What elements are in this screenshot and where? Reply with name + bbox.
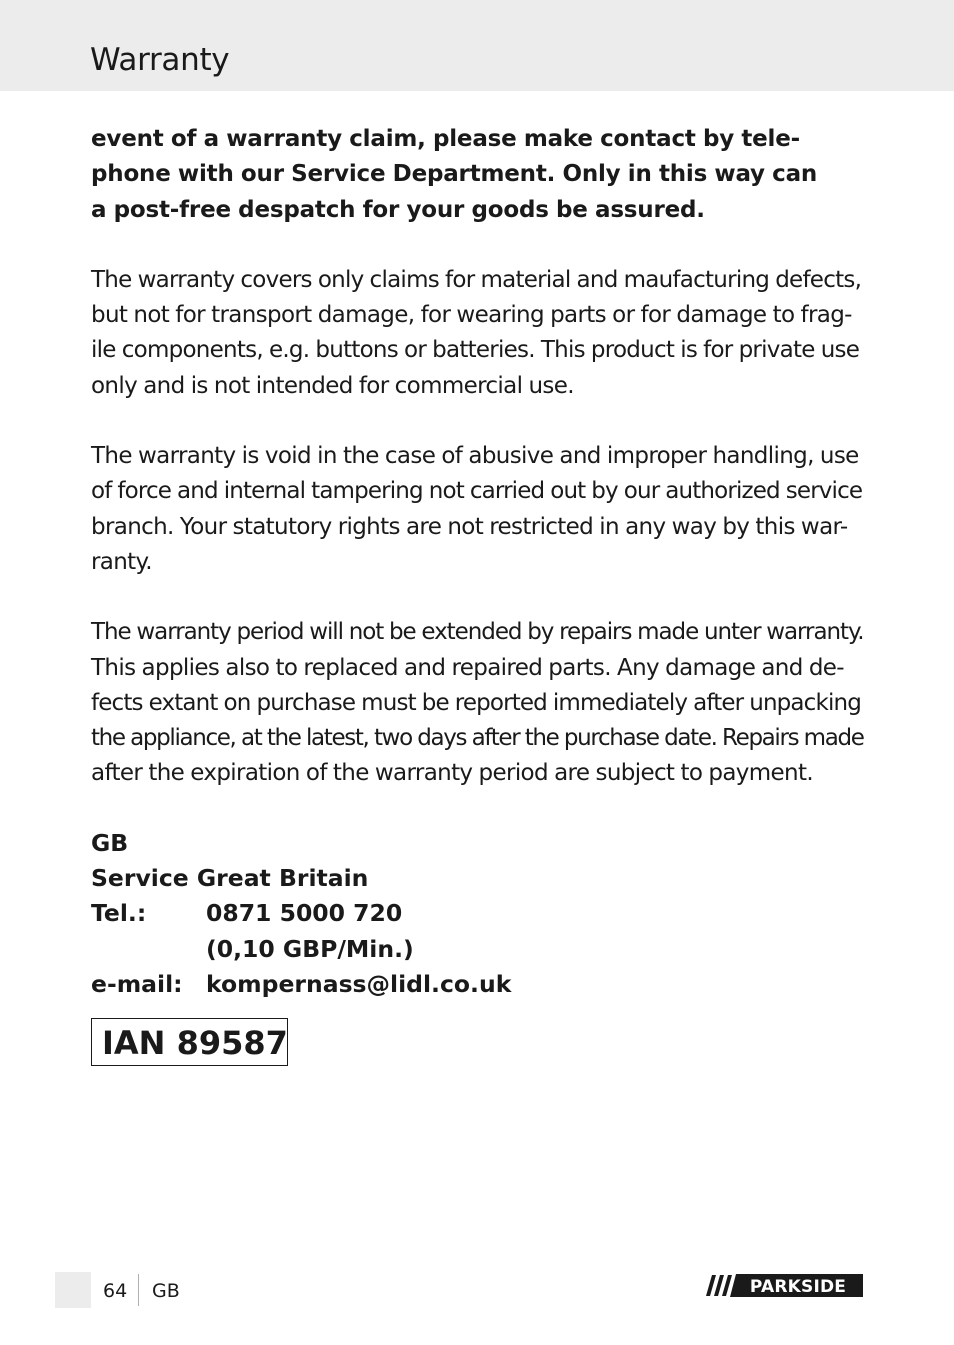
parkside-logo xyxy=(706,1273,863,1298)
brand-name: PARKSIDE xyxy=(749,1277,847,1297)
text-line: a post-free despatch for your goods be assured. xyxy=(91,196,705,223)
paragraph-warranty-period xyxy=(91,615,866,791)
tel-label: Tel.: xyxy=(91,899,147,928)
text-line: phone with our Service Department. Only in this way can xyxy=(91,161,818,188)
text-line: fects extant on purchase must be reported immediately after unpacking xyxy=(91,689,861,716)
footer-marker xyxy=(55,1272,91,1308)
text-line: of force and internal tampering not carried out by our authorized service xyxy=(91,478,863,505)
page-body xyxy=(91,122,866,1002)
tel-rate: (0,10 GBP/Min.) xyxy=(206,934,414,963)
contact-country: GB xyxy=(91,828,129,857)
ian-number: IAN 89587 xyxy=(102,1024,288,1062)
service-contact-block xyxy=(91,826,866,1002)
paragraph-void-conditions xyxy=(91,439,866,580)
text-line: only and is not intended for commercial use. xyxy=(91,372,574,399)
ian-box xyxy=(91,1018,288,1066)
text-line: The warranty period will not be extended by repairs made unter warranty. xyxy=(91,619,864,646)
text-line: after the expiration of the warranty period are subject to payment. xyxy=(91,760,813,787)
footer-divider xyxy=(138,1274,139,1306)
text-line: event of a warranty claim, please make contact by tele- xyxy=(91,126,800,152)
footer-language: GB xyxy=(152,1280,180,1302)
text-line: the appliance, at the latest, two days after the purchase date. Repairs made xyxy=(91,725,864,752)
contact-service-name: Service Great Britain xyxy=(91,864,369,893)
page-number: 64 xyxy=(103,1280,128,1302)
text-line: The warranty covers only claims for material and maufacturing defects, xyxy=(91,266,862,293)
tel-number: 0871 5000 720 xyxy=(206,899,403,928)
tel-rate-spacer xyxy=(91,932,206,967)
text-line: but not for transport damage, for wearing parts or for damage to frag- xyxy=(91,302,852,329)
text-line: ranty. xyxy=(91,548,152,575)
text-line: This applies also to replaced and repaired parts. Any damage and de- xyxy=(91,654,844,681)
paragraph-service-contact xyxy=(91,122,866,228)
text-line: branch. Your statutory rights are not restricted in any way by this war- xyxy=(91,513,848,540)
email-address: kompernass@lidl.co.uk xyxy=(206,969,512,998)
parkside-logo-graphic xyxy=(706,1273,863,1298)
text-line: The warranty is void in the case of abusive and improper handling, use xyxy=(91,443,859,470)
page-title: Warranty xyxy=(90,42,230,78)
paragraph-coverage xyxy=(91,263,866,404)
email-label: e-mail: xyxy=(91,969,183,998)
text-line: ile components, e.g. buttons or batteries. This product is for private use xyxy=(91,337,860,364)
